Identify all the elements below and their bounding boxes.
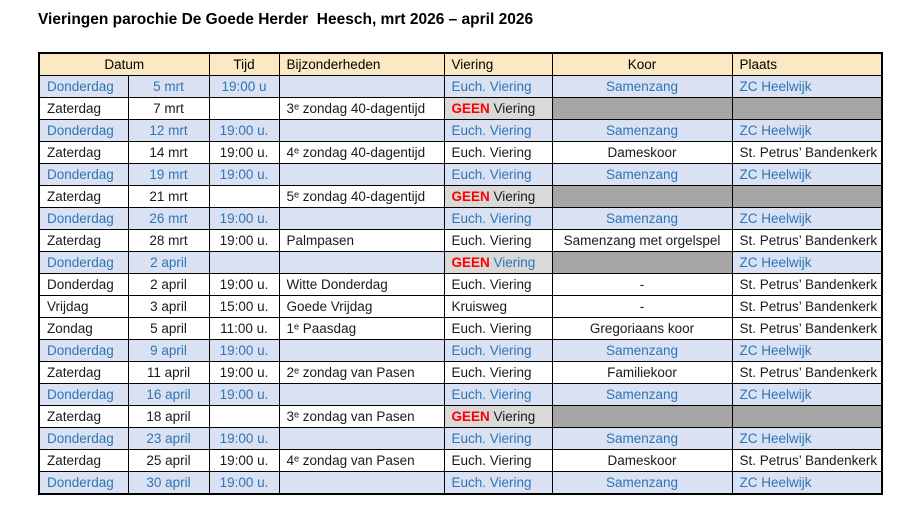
- cell-tijd: 19:00 u.: [209, 274, 279, 296]
- col-header-plaats: Plaats: [732, 53, 882, 76]
- cell-koor: Gregoriaans koor: [552, 318, 732, 340]
- table-row: [39, 120, 882, 142]
- cell-viering: Euch. Viering: [444, 450, 552, 472]
- table-row: [39, 428, 882, 450]
- cell-date: 26 mrt: [128, 208, 209, 230]
- cell-plaats: St. Petrus’ Bandenkerk: [732, 230, 882, 252]
- cell-date: 21 mrt: [128, 186, 209, 208]
- cell-koor: Samenzang: [552, 428, 732, 450]
- col-header-koor: Koor: [552, 53, 732, 76]
- cell-koor: Samenzang met orgelspel: [552, 230, 732, 252]
- cell-koor: Samenzang: [552, 472, 732, 495]
- cell-tijd: [209, 252, 279, 274]
- table-row: [39, 252, 882, 274]
- cell-date: 5 april: [128, 318, 209, 340]
- cell-date: 18 april: [128, 406, 209, 428]
- cell-koor: [552, 186, 732, 208]
- cell-date: 5 mrt: [128, 76, 209, 98]
- cell-plaats: St. Petrus’ Bandenkerk: [732, 318, 882, 340]
- cell-koor: Samenzang: [552, 384, 732, 406]
- cell-plaats: ZC Heelwijk: [732, 340, 882, 362]
- table-header: [39, 53, 882, 76]
- cell-date: 16 april: [128, 384, 209, 406]
- table-row: [39, 164, 882, 186]
- cell-viering: GEEN Viering: [444, 252, 552, 274]
- cell-tijd: [209, 98, 279, 120]
- cell-bijzonderheden: [279, 472, 444, 495]
- cell-viering: Euch. Viering: [444, 164, 552, 186]
- cell-bijzonderheden: 3ᵉ zondag van Pasen: [279, 406, 444, 428]
- col-header-bijzonderheden: Bijzonderheden: [279, 53, 444, 76]
- table-row: [39, 230, 882, 252]
- cell-plaats: ZC Heelwijk: [732, 208, 882, 230]
- cell-bijzonderheden: [279, 384, 444, 406]
- cell-day: Donderdag: [39, 428, 128, 450]
- cell-viering: Euch. Viering: [444, 362, 552, 384]
- cell-day: Zondag: [39, 318, 128, 340]
- cell-date: 11 april: [128, 362, 209, 384]
- cell-bijzonderheden: 4ᵉ zondag 40-dagentijd: [279, 142, 444, 164]
- cell-tijd: 15:00 u.: [209, 296, 279, 318]
- cell-koor: Samenzang: [552, 76, 732, 98]
- cell-koor: Samenzang: [552, 164, 732, 186]
- cell-date: 14 mrt: [128, 142, 209, 164]
- cell-tijd: 19:00 u.: [209, 428, 279, 450]
- cell-koor: -: [552, 296, 732, 318]
- cell-tijd: 19:00 u.: [209, 120, 279, 142]
- cell-tijd: [209, 406, 279, 428]
- cell-plaats: St. Petrus’ Bandenkerk: [732, 296, 882, 318]
- cell-day: Donderdag: [39, 208, 128, 230]
- cell-day: Donderdag: [39, 274, 128, 296]
- cell-tijd: 19:00 u.: [209, 208, 279, 230]
- geen-label: GEEN: [451, 255, 490, 270]
- cell-plaats: [732, 98, 882, 120]
- cell-tijd: 19:00 u.: [209, 230, 279, 252]
- cell-day: Zaterdag: [39, 362, 128, 384]
- cell-koor: -: [552, 274, 732, 296]
- cell-day: Zaterdag: [39, 230, 128, 252]
- cell-koor: Familiekoor: [552, 362, 732, 384]
- cell-viering: GEEN Viering: [444, 186, 552, 208]
- header-row: [39, 53, 882, 76]
- cell-day: Donderdag: [39, 252, 128, 274]
- cell-bijzonderheden: [279, 76, 444, 98]
- cell-tijd: [209, 186, 279, 208]
- cell-day: Zaterdag: [39, 406, 128, 428]
- geen-label: GEEN: [451, 101, 490, 116]
- cell-plaats: St. Petrus’ Bandenkerk: [732, 142, 882, 164]
- cell-tijd: 19:00 u.: [209, 142, 279, 164]
- cell-day: Zaterdag: [39, 98, 128, 120]
- cell-date: 19 mrt: [128, 164, 209, 186]
- cell-tijd: 19:00 u: [209, 76, 279, 98]
- cell-bijzonderheden: [279, 340, 444, 362]
- cell-koor: [552, 98, 732, 120]
- cell-viering: Kruisweg: [444, 296, 552, 318]
- cell-plaats: [732, 406, 882, 428]
- cell-bijzonderheden: 3ᵉ zondag 40-dagentijd: [279, 98, 444, 120]
- cell-viering: Euch. Viering: [444, 142, 552, 164]
- cell-date: 9 april: [128, 340, 209, 362]
- cell-viering: Euch. Viering: [444, 472, 552, 495]
- col-header-datum: Datum: [39, 53, 209, 76]
- table-row: [39, 186, 882, 208]
- table-row: [39, 450, 882, 472]
- geen-label: GEEN: [451, 189, 490, 204]
- cell-plaats: ZC Heelwijk: [732, 76, 882, 98]
- cell-koor: Samenzang: [552, 340, 732, 362]
- cell-plaats: [732, 186, 882, 208]
- table-row: [39, 274, 882, 296]
- cell-plaats: ZC Heelwijk: [732, 472, 882, 495]
- cell-date: 7 mrt: [128, 98, 209, 120]
- cell-date: 28 mrt: [128, 230, 209, 252]
- cell-plaats: ZC Heelwijk: [732, 384, 882, 406]
- table-row: [39, 472, 882, 495]
- cell-bijzonderheden: Witte Donderdag: [279, 274, 444, 296]
- cell-viering: GEEN Viering: [444, 406, 552, 428]
- cell-date: 30 april: [128, 472, 209, 495]
- cell-day: Zaterdag: [39, 142, 128, 164]
- cell-bijzonderheden: 1ᵉ Paasdag: [279, 318, 444, 340]
- cell-day: Donderdag: [39, 120, 128, 142]
- cell-tijd: 19:00 u.: [209, 472, 279, 495]
- table-row: [39, 208, 882, 230]
- cell-day: Donderdag: [39, 384, 128, 406]
- table-body: [39, 76, 882, 495]
- table-row: [39, 318, 882, 340]
- cell-date: 2 april: [128, 274, 209, 296]
- table-row: [39, 340, 882, 362]
- cell-viering: Euch. Viering: [444, 230, 552, 252]
- cell-day: Donderdag: [39, 76, 128, 98]
- cell-tijd: 19:00 u.: [209, 340, 279, 362]
- cell-date: 23 april: [128, 428, 209, 450]
- col-header-viering: Viering: [444, 53, 552, 76]
- cell-tijd: 11:00 u.: [209, 318, 279, 340]
- cell-viering: Euch. Viering: [444, 208, 552, 230]
- cell-bijzonderheden: [279, 120, 444, 142]
- cell-plaats: ZC Heelwijk: [732, 120, 882, 142]
- table-row: [39, 362, 882, 384]
- cell-bijzonderheden: 4ᵉ zondag van Pasen: [279, 450, 444, 472]
- cell-koor: Samenzang: [552, 120, 732, 142]
- cell-day: Zaterdag: [39, 186, 128, 208]
- table-row: [39, 76, 882, 98]
- cell-bijzonderheden: 2ᵉ zondag van Pasen: [279, 362, 444, 384]
- cell-day: Donderdag: [39, 164, 128, 186]
- cell-bijzonderheden: [279, 208, 444, 230]
- cell-viering: Euch. Viering: [444, 384, 552, 406]
- cell-viering: Euch. Viering: [444, 76, 552, 98]
- cell-plaats: St. Petrus’ Bandenkerk: [732, 450, 882, 472]
- cell-day: Zaterdag: [39, 450, 128, 472]
- cell-tijd: 19:00 u.: [209, 362, 279, 384]
- cell-koor: [552, 252, 732, 274]
- cell-bijzonderheden: Goede Vrijdag: [279, 296, 444, 318]
- cell-viering: Euch. Viering: [444, 120, 552, 142]
- cell-tijd: 19:00 u.: [209, 164, 279, 186]
- cell-bijzonderheden: 5ᵉ zondag 40-dagentijd: [279, 186, 444, 208]
- cell-tijd: 19:00 u.: [209, 384, 279, 406]
- cell-date: 3 april: [128, 296, 209, 318]
- cell-koor: Dameskoor: [552, 450, 732, 472]
- cell-viering: Euch. Viering: [444, 274, 552, 296]
- cell-plaats: ZC Heelwijk: [732, 164, 882, 186]
- cell-date: 25 april: [128, 450, 209, 472]
- cell-bijzonderheden: [279, 428, 444, 450]
- table-row: [39, 98, 882, 120]
- cell-plaats: St. Petrus’ Bandenkerk: [732, 362, 882, 384]
- cell-plaats: ZC Heelwijk: [732, 252, 882, 274]
- cell-plaats: St. Petrus’ Bandenkerk: [732, 274, 882, 296]
- cell-koor: [552, 406, 732, 428]
- cell-viering: GEEN Viering: [444, 98, 552, 120]
- page-title: Vieringen parochie De Goede Herder Heesch, mrt 2026 – april 2026: [38, 11, 534, 28]
- cell-day: Donderdag: [39, 340, 128, 362]
- table-row: [39, 142, 882, 164]
- cell-bijzonderheden: Palmpasen: [279, 230, 444, 252]
- cell-viering: Euch. Viering: [444, 340, 552, 362]
- cell-bijzonderheden: [279, 252, 444, 274]
- cell-viering: Euch. Viering: [444, 428, 552, 450]
- table-row: [39, 406, 882, 428]
- cell-date: 2 april: [128, 252, 209, 274]
- cell-tijd: 19:00 u.: [209, 450, 279, 472]
- cell-date: 12 mrt: [128, 120, 209, 142]
- cell-day: Donderdag: [39, 472, 128, 495]
- cell-koor: Samenzang: [552, 208, 732, 230]
- col-header-tijd: Tijd: [209, 53, 279, 76]
- geen-label: GEEN: [451, 409, 490, 424]
- vieringen-schedule-table: [38, 52, 883, 495]
- cell-plaats: ZC Heelwijk: [732, 428, 882, 450]
- cell-viering: Euch. Viering: [444, 318, 552, 340]
- cell-koor: Dameskoor: [552, 142, 732, 164]
- table-row: [39, 384, 882, 406]
- cell-day: Vrijdag: [39, 296, 128, 318]
- cell-bijzonderheden: [279, 164, 444, 186]
- table-row: [39, 296, 882, 318]
